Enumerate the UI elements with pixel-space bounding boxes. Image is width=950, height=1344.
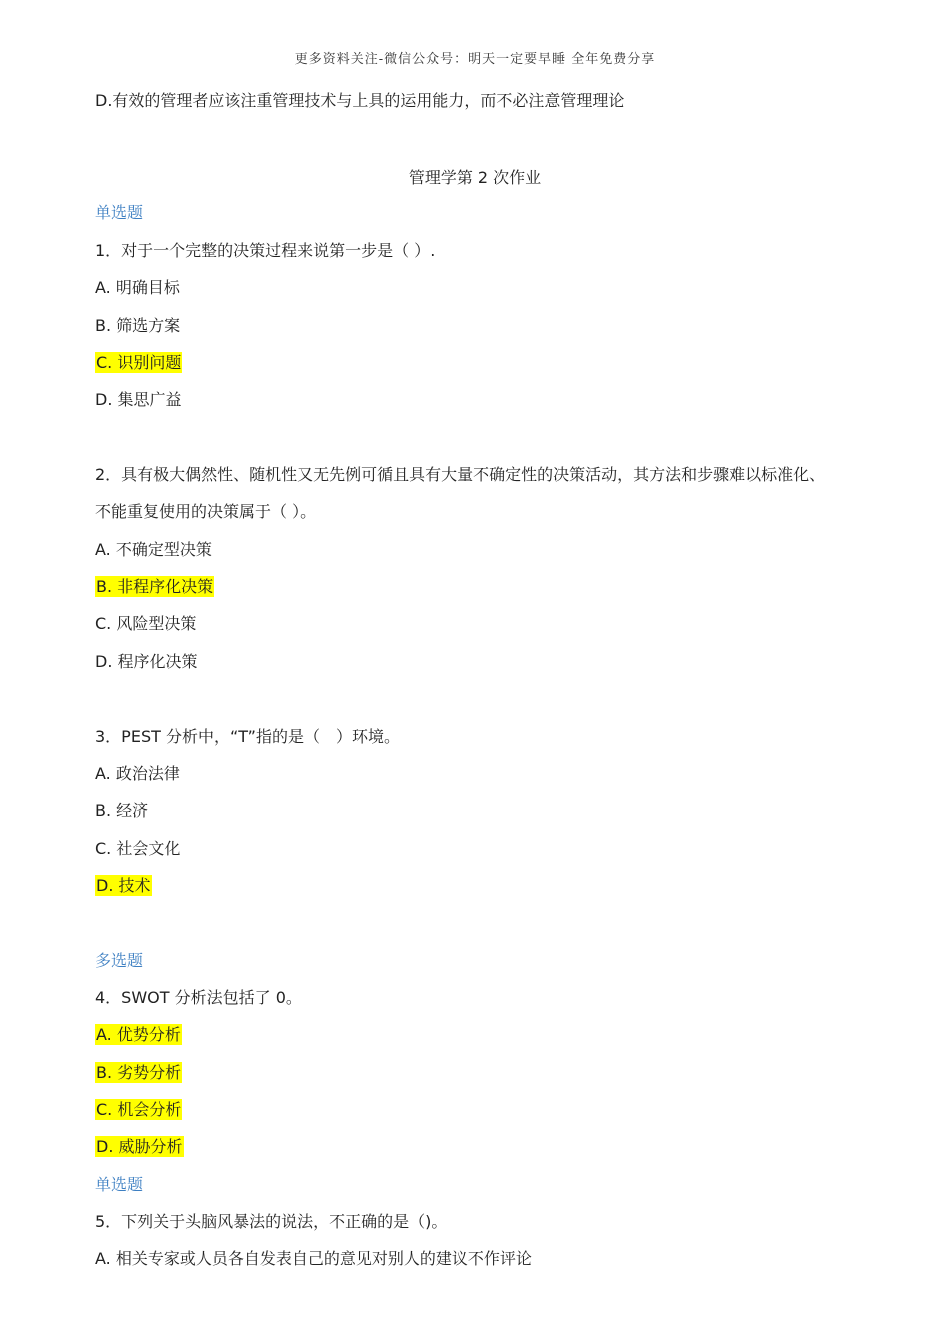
question-2-option-d: D. 程序化决策 (95, 652, 198, 671)
page-title: 管理学第 2 次作业 (408, 168, 542, 187)
question-1-option-d: D. 集思广益 (95, 390, 182, 409)
question-1-stem: 1．对于一个完整的决策过程来说第一步是（ ）. (95, 241, 436, 260)
option-d-previous: D.有效的管理者应该注重管理技术与上具的运用能力，而不必注意管理理论 (95, 91, 625, 110)
question-4-option-d-answer: D. 威胁分析 (96, 1137, 183, 1156)
question-1-option-c-answer: C. 识别问题 (96, 353, 182, 372)
question-3-option-c: C. 社会文化 (95, 839, 181, 858)
question-3-option-b: B. 经济 (95, 801, 149, 820)
question-5-option-a: A. 相关专家或人员各自发表自己的意见对别人的建议不作评论 (95, 1249, 532, 1268)
question-2-option-b-answer: B. 非程序化决策 (96, 577, 214, 596)
question-3-option-d-answer: D. 技术 (96, 876, 151, 895)
question-4-option-a-answer: A. 优势分析 (96, 1025, 181, 1044)
question-2-stem-line-2: 不能重复使用的决策属于（ ）。 (95, 502, 317, 521)
question-2-stem-line-1: 2．具有极大偶然性、随机性又无先例可循且具有大量不确定性的决策活动，其方法和步骤难以标准化、 (95, 465, 826, 484)
question-4-option-c-answer: C. 机会分析 (96, 1100, 182, 1119)
section-heading-single-2: 单选题 (95, 1175, 144, 1194)
question-5-stem: 5．下列关于头脑风暴法的说法，不正确的是（)。 (95, 1212, 448, 1231)
section-heading-multiple: 多选题 (95, 951, 144, 970)
question-4-option-b-answer: B. 劣势分析 (96, 1063, 182, 1082)
page-header: 更多资料关注-微信公众号：明天一定要早睡 全年免费分享 (294, 52, 656, 67)
question-2-option-c: C. 风险型决策 (95, 614, 197, 633)
question-2-option-a: A. 不确定型决策 (95, 540, 212, 559)
section-heading-single: 单选题 (95, 203, 144, 222)
question-3-option-a: A. 政治法律 (95, 764, 180, 783)
question-1-option-a: A. 明确目标 (95, 278, 180, 297)
question-4-stem: 4．SWOT 分析法包括了 0。 (95, 988, 302, 1007)
question-3-stem: 3．PEST 分析中，“T”指的是（ ）环境。 (95, 727, 400, 746)
question-1-option-b: B. 筛选方案 (95, 316, 181, 335)
